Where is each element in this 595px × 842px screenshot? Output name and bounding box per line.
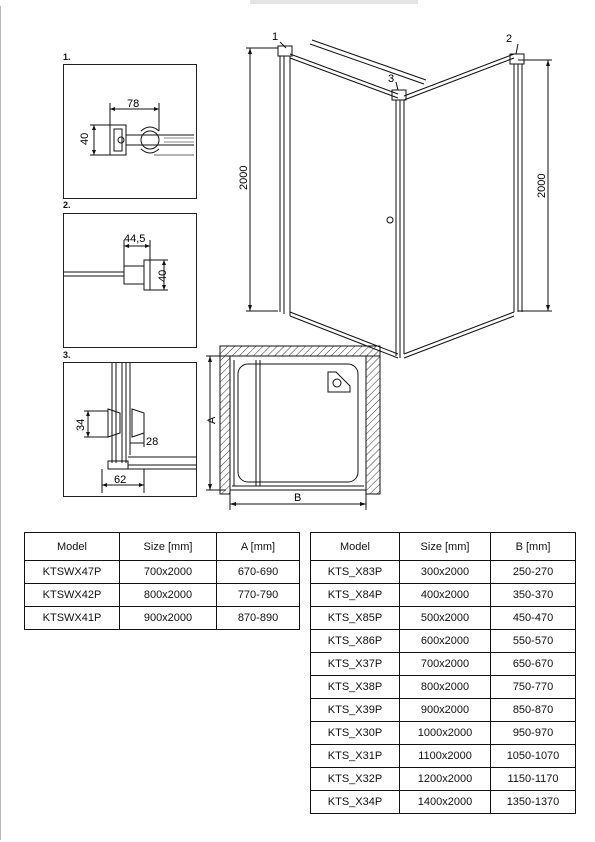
table-cell: KTS_X32P — [311, 768, 400, 791]
table-header: B [mm] — [491, 533, 576, 561]
plan-view — [206, 346, 380, 510]
table-cell: KTS_X84P — [311, 584, 400, 607]
table-cell: 800x2000 — [120, 584, 217, 607]
table-cell: KTS_X37P — [311, 653, 400, 676]
plan-dim-a: A — [206, 416, 218, 424]
table-row — [25, 607, 300, 630]
detail-1-label: 1. — [63, 52, 71, 62]
detail-2-width: 44,5 — [124, 233, 146, 245]
detail-3-gap: 28 — [146, 436, 159, 448]
table-cell: KTSWX42P — [25, 584, 120, 607]
table-row — [25, 561, 300, 584]
detail-3-label: 3. — [63, 350, 71, 360]
table-header: Model — [311, 533, 400, 561]
table-header: Size [mm] — [400, 533, 491, 561]
detail-2-label: 2. — [63, 200, 71, 210]
table-cell: 250-270 — [491, 561, 576, 584]
table-cell: 1150-1170 — [491, 768, 576, 791]
table-cell: 500x2000 — [400, 607, 491, 630]
model-size-table-a — [24, 532, 300, 630]
table-cell: 300x2000 — [400, 561, 491, 584]
table-cell: 700x2000 — [120, 561, 217, 584]
table-cell: KTS_X30P — [311, 722, 400, 745]
model-size-table-b — [310, 532, 576, 814]
table-cell: KTSWX47P — [25, 561, 120, 584]
table-cell: KTS_X86P — [311, 630, 400, 653]
table-row — [311, 745, 576, 768]
table-header-row — [25, 533, 300, 561]
detail-3-width: 62 — [114, 474, 127, 486]
table-row — [311, 584, 576, 607]
detail-1-width: 78 — [127, 98, 140, 110]
table-cell: 1100x2000 — [400, 745, 491, 768]
table-cell: 800x2000 — [400, 676, 491, 699]
table-cell: 870-890 — [217, 607, 300, 630]
detail-1-drawing — [64, 65, 196, 198]
height-dim-right: 2000 — [536, 173, 548, 198]
table-row — [311, 722, 576, 745]
table-cell: 750-770 — [491, 676, 576, 699]
table-cell: 350-370 — [491, 584, 576, 607]
table-cell: 550-570 — [491, 630, 576, 653]
table-row — [311, 699, 576, 722]
detail-3-drawing — [64, 363, 196, 496]
table-cell: 1350-1370 — [491, 791, 576, 814]
detail-1-box — [63, 64, 197, 199]
table-row — [311, 630, 576, 653]
table-cell: 770-790 — [217, 584, 300, 607]
detail-1-height: 40 — [79, 132, 91, 145]
table-cell: KTS_X85P — [311, 607, 400, 630]
table-row — [311, 676, 576, 699]
table-cell: 1400x2000 — [400, 791, 491, 814]
table-cell: 450-470 — [491, 607, 576, 630]
table-cell: 1000x2000 — [400, 722, 491, 745]
detail-3-box — [63, 362, 197, 497]
height-dim-left: 2000 — [238, 165, 250, 190]
detail-3-height: 34 — [75, 418, 87, 431]
detail-2-height: 40 — [157, 269, 169, 282]
table-cell: KTSWX41P — [25, 607, 120, 630]
callout-2: 2 — [506, 33, 513, 45]
table-cell: 1200x2000 — [400, 768, 491, 791]
table-cell: 400x2000 — [400, 584, 491, 607]
shower-cabin-drawing — [200, 20, 580, 510]
table-cell: 850-870 — [491, 699, 576, 722]
table-header: Size [mm] — [120, 533, 217, 561]
table-cell: 900x2000 — [400, 699, 491, 722]
plan-dim-b: B — [294, 492, 302, 504]
table-cell: KTS_X39P — [311, 699, 400, 722]
table-cell: KTS_X38P — [311, 676, 400, 699]
detail-2-box — [63, 213, 197, 348]
table-cell: 670-690 — [217, 561, 300, 584]
detail-2-drawing — [64, 214, 196, 347]
callout-3: 3 — [388, 73, 395, 85]
table-cell: 650-670 — [491, 653, 576, 676]
table-header: Model — [25, 533, 120, 561]
table-header: A [mm] — [217, 533, 300, 561]
table-cell: KTS_X31P — [311, 745, 400, 768]
table-cell: 700x2000 — [400, 653, 491, 676]
table-cell: 950-970 — [491, 722, 576, 745]
table-row — [25, 584, 300, 607]
table-cell: KTS_X83P — [311, 561, 400, 584]
table-cell: 600x2000 — [400, 630, 491, 653]
table-cell: 1050-1070 — [491, 745, 576, 768]
table-header-row — [311, 533, 576, 561]
table-cell: KTS_X34P — [311, 791, 400, 814]
top-scroll-strip — [250, 0, 418, 4]
table-row — [311, 561, 576, 584]
callout-1: 1 — [272, 31, 279, 43]
table-row — [311, 607, 576, 630]
table-row — [311, 791, 576, 814]
table-row — [311, 768, 576, 791]
table-cell: 900x2000 — [120, 607, 217, 630]
table-row — [311, 653, 576, 676]
